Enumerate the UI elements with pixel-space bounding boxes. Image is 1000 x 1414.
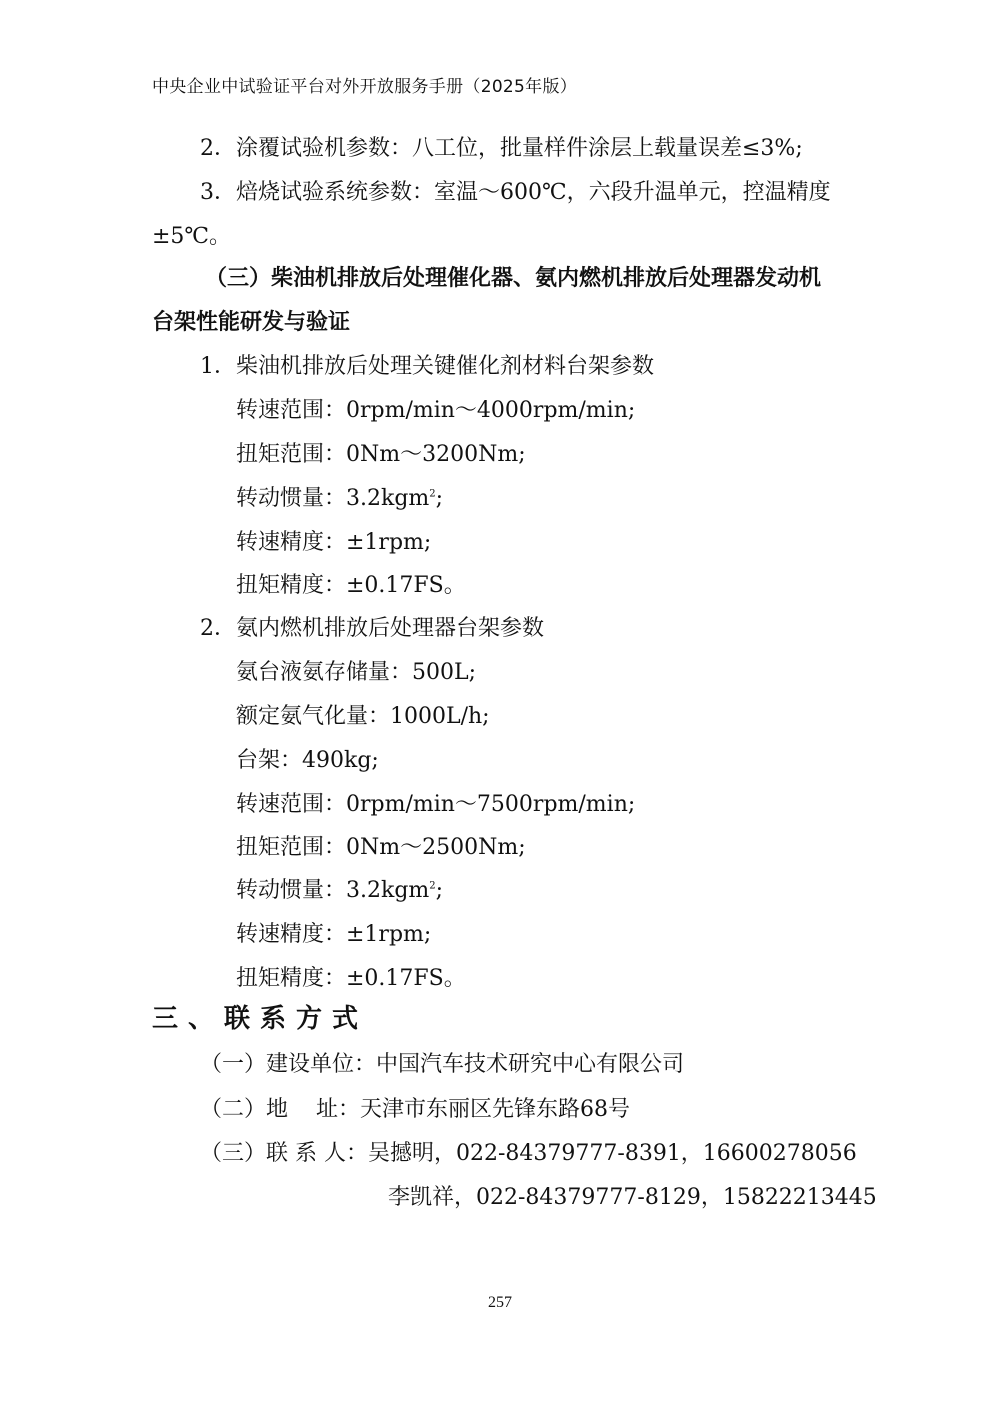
page-number: 257: [488, 1294, 512, 1311]
contact-unit: （一）建设单位：中国汽车技术研究中心有限公司: [200, 1052, 685, 1077]
diesel-inertia: [236, 484, 443, 514]
contact-address: （二）地 址：天津市东丽区先锋东路68号: [200, 1097, 630, 1122]
coating-machine-params: 2．涂覆试验机参数：八工位，批量样件涂层上载量误差≤3%;: [200, 136, 803, 161]
diesel-inertia-end: ;: [435, 486, 444, 511]
ammonia-speed-precision: 转速精度：±1rpm;: [236, 922, 432, 947]
ammonia-speed-range: 转速范围：0rpm/min～7500rpm/min;: [236, 792, 636, 817]
ammonia-inertia-end: ;: [435, 878, 444, 903]
ammonia-inertia: [236, 876, 443, 906]
contact-section-title: 三、联系方式: [152, 1004, 369, 1034]
baking-system-params: 3．焙烧试验系统参数：室温～600℃，六段升温单元，控温精度: [200, 180, 831, 205]
subsection-3-title: （三）柴油机排放后处理催化器、氨内燃机排放后处理器发动机: [205, 266, 822, 291]
ammonia-bench-weight: 台架：490kg;: [236, 748, 379, 773]
contact-person-2: 李凯祥，022-84379777-8129，15822213445: [388, 1185, 877, 1210]
diesel-inertia-value: 转动惯量：3.2kgm: [236, 486, 430, 511]
ammonia-inertia-exponent: 2: [429, 880, 436, 892]
ammonia-torque-precision: 扭矩精度：±0.17FS。: [236, 966, 466, 991]
ammonia-gasification: 额定氨气化量：1000L/h;: [236, 704, 490, 729]
ammonia-inertia-value: 转动惯量：3.2kgm: [236, 878, 430, 903]
diesel-torque-range: 扭矩范围：0Nm～3200Nm;: [236, 442, 526, 467]
ammonia-bench-heading: 2．氨内燃机排放后处理器台架参数: [200, 616, 544, 641]
page-header: 中央企业中试验证平台对外开放服务手册（2025年版）: [152, 77, 578, 97]
diesel-torque-precision: 扭矩精度：±0.17FS。: [236, 573, 466, 598]
ammonia-torque-range: 扭矩范围：0Nm～2500Nm;: [236, 835, 526, 860]
subsection-3-title-cont: 台架性能研发与验证: [152, 310, 351, 335]
diesel-inertia-exponent: 2: [429, 488, 436, 500]
ammonia-storage: 氨台液氨存储量：500L;: [236, 660, 477, 685]
contact-person-1: （三）联 系 人：吴撼明，022-84379777-8391，16600278056: [200, 1141, 857, 1166]
baking-system-params-cont: ±5℃。: [152, 224, 232, 249]
diesel-bench-heading: 1．柴油机排放后处理关键催化剂材料台架参数: [200, 354, 654, 379]
diesel-speed-range: 转速范围：0rpm/min～4000rpm/min;: [236, 398, 636, 423]
diesel-speed-precision: 转速精度：±1rpm;: [236, 530, 432, 555]
